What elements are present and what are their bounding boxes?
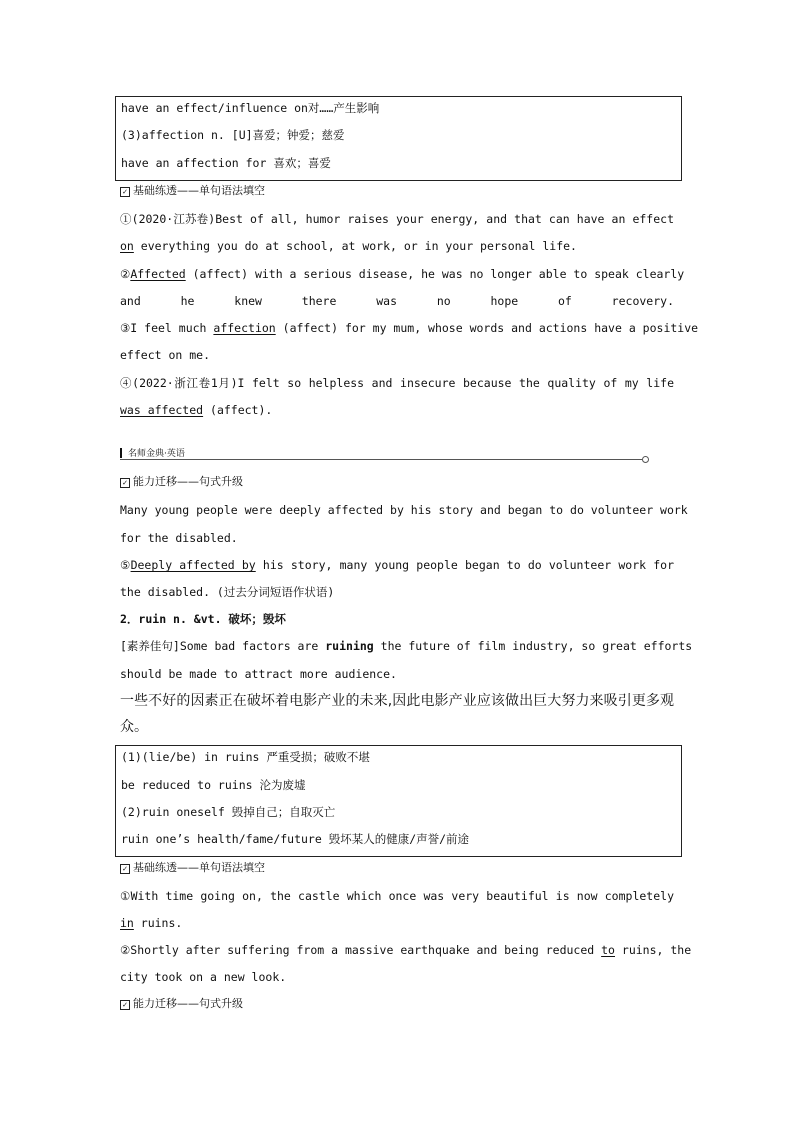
running-header [120,447,648,461]
ab1-line1: Many young people were deeply affected by his story and began to do volunteer work [120,503,688,517]
box2-line3: (2)ruin oneself 毁掉自己；自取灭亡 [121,805,336,819]
ex1-q3-line1: ③I feel much affection (affect) for my mum, whose words and actions have a positive [120,321,699,335]
ex1-q4-line2: was affected (affect). [120,403,273,417]
ex1-q4-line1: ④(2022·浙江卷1月)I felt so helpless and insecure because the quality of my life [120,376,674,390]
tag-text: 基础练透——单句语法填空 [133,861,265,874]
answer-blank: to [601,943,615,957]
section-tag-ability-1 [120,474,243,490]
box1-line3: have an affection for 喜欢；喜爱 [121,156,331,170]
answer-blank: Affected [130,267,186,281]
tag-text: 能力迁移——句式升级 [133,997,243,1010]
ex1-q3-line2: effect on me. [120,348,211,362]
ex1-q1-line1: ①(2020·江苏卷)Best of all, humor raises your energy, and that can have an effect [120,212,674,226]
ex2-q1-line2: in ruins. [120,916,183,930]
entry2-heading: 2．ruin n. &vt. 破坏；毁坏 [120,612,286,626]
ex1-q2-line2: and he knew there was no hope of recovery. [120,294,674,308]
answer-blank: affection [213,321,276,335]
entry2-translation-line2: 众。 [120,719,148,735]
entry2-sentence-line2: should be made to attract more audience. [120,667,397,681]
answer-blank: was affected [120,403,204,417]
tag-text: 能力迁移——句式升级 [133,475,243,488]
header-rule [120,459,642,460]
ab1-q5-line1: ⑤Deeply affected by his story, many young people began to do volunteer work for [120,558,675,572]
box1-line2: (3)affection n. [U]喜爱；钟爱；慈爱 [121,128,345,142]
ab1-q5-line2: the disabled. (过去分词短语作状语) [120,585,335,599]
checkbox-icon: ✓ [120,478,130,488]
ex1-q1-line2: on everything you do at school, at work, or in your personal life. [120,239,577,253]
checkbox-icon: ✓ [120,1000,130,1010]
section-tag-basic-1 [120,183,265,199]
entry2-translation-line1: 一些不好的因素正在破坏着电影产业的未来,因此电影产业应该做出巨大努力来吸引更多观 [120,693,674,709]
answer-blank: on [120,239,134,253]
ab1-line2: for the disabled. [120,531,238,545]
note-box-1 [115,96,682,181]
tag-text: 基础练透——单句语法填空 [133,184,265,197]
box2-line1: (1)(lie/be) in ruins 严重受损；破败不堪 [121,750,370,764]
header-label: 名师金典·英语 [128,449,185,459]
checkbox-icon: ✓ [120,864,130,874]
ex2-q2-line1: ②Shortly after suffering from a massive earthquake and being reduced to ruins, the [120,943,692,957]
answer-blank: in [120,916,134,930]
note-box-2 [115,745,682,857]
checkbox-icon: ✓ [120,187,130,197]
header-bar [120,448,122,458]
header-dot-icon [642,456,649,463]
section-tag-basic-2 [120,860,265,876]
box2-line4: ruin one’s health/fame/future 毁坏某人的健康/声誉/前途 [121,832,470,846]
ex2-q1-line1: ①With time going on, the castle which once was very beautiful is now completely [120,889,674,903]
ex1-q2-line1: ②Affected (affect) with a serious disease, he was no longer able to speak clearly [120,267,685,281]
box2-line2: be reduced to ruins 沦为废墟 [121,778,306,792]
answer-blank: Deeply affected by [130,558,256,572]
box1-line1: have an effect/influence on对……产生影响 [121,101,380,115]
ex2-q2-line2: city took on a new look. [120,970,287,984]
entry2-sentence-line1: [素养佳句]Some bad factors are ruining the future of film industry, so great efforts [120,639,693,653]
section-tag-ability-2 [120,996,243,1012]
